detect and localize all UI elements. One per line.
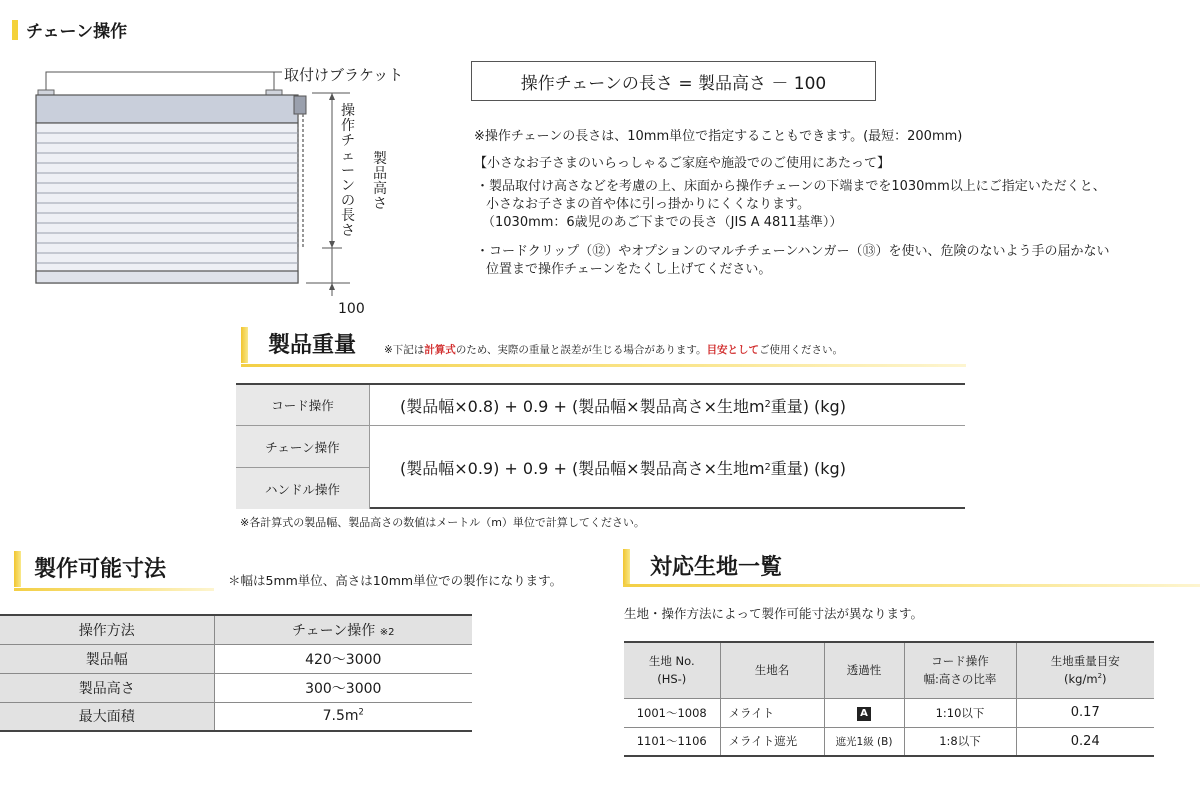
fabric-note: 生地・操作方法によって製作可能寸法が異なります。 [624, 606, 924, 621]
safety-bullet-1: ・製品取付け高さなどを考慮の上、床面から操作チェーンの下端までを1030mm以上にご指定いただくと、 小さなお子さまの首や体に引っ掛かりにくくなります。 （1030mm：6歳児のあご下までの長さ（JIS A 4811基準）） [476, 179, 1106, 230]
weight-note: ※下記は計算式のため、実際の重量と誤差が生じる場合があります。目安としてご使用ください。 [384, 344, 844, 356]
formula-cord: (製品幅×0.8) + 0.9 + (製品幅×製品高さ×生地m 2 重量) (kg) [370, 385, 965, 426]
child-safety-heading: 【小さなお子さまのいらっしゃるご家庭や施設でのご使用にあたって】 [474, 156, 891, 171]
size-table [0, 614, 472, 732]
dim-100-arrow [329, 283, 335, 290]
weight-heading-underline [241, 364, 966, 367]
bracket-label: 取付けブラケット [284, 66, 404, 84]
row-label-chain: チェーン操作 [236, 426, 370, 468]
table-row [0, 615, 472, 644]
size-heading-underline [14, 588, 214, 591]
table-row: 最大面積 $7.5m^2$ [0, 702, 472, 731]
fabric-header-transmission: 透過性 [824, 642, 904, 698]
table-row: 1001～1008 メライト A 1:10以下 0.17 [624, 698, 1154, 727]
row-label-cord: コード操作 [236, 385, 370, 426]
table-row: 製品高さ 300～3000 [0, 673, 472, 702]
chain-pulley [294, 96, 306, 114]
chain-length-formula: 操作チェーンの長さ = 製品高さ － 100 [471, 61, 876, 101]
size-note: ＊幅は5mm単位、高さは10mm単位での製作になります。 [228, 573, 563, 588]
chain-length-label: 操作チェーンの長さ [341, 103, 355, 239]
fabric-table [624, 641, 1154, 757]
row-label-handle: ハンドル操作 [236, 468, 370, 509]
weight-heading-marker [241, 327, 248, 363]
fabric-header-no: 生地 No. (HS-) [624, 642, 720, 698]
size-header-method: 操作方法 [0, 615, 214, 644]
transmission-badge-a: A [857, 707, 871, 721]
fabric-header-weight: 生地重量目安 $(kg/m^2)$ [1016, 642, 1154, 698]
size-heading-marker [14, 551, 21, 587]
fabric-heading-marker [623, 549, 630, 585]
blind-diagram [30, 60, 350, 320]
fabric-header-name: 生地名 [720, 642, 824, 698]
bracket-callout-line [46, 72, 282, 92]
fabric-title: 対応生地一覧 [650, 555, 783, 580]
head-rail [36, 95, 298, 123]
size-header-chain: チェーン操作 ※2 [214, 615, 472, 644]
weight-formula-table [236, 383, 965, 509]
chain-dim-arrow-top [329, 93, 335, 100]
bottom-rail [36, 271, 298, 283]
size-title: 製作可能寸法 [34, 557, 167, 582]
product-height-label: 製品高さ [373, 151, 387, 212]
heading-marker [12, 20, 18, 40]
safety-bullet-2: ・コードクリップ（⑫）やオプションのマルチチェーンハンガー（⑬）を使い、危険のないよう手の届かない 位置まで操作チェーンをたくし上げてください。 [476, 244, 1110, 277]
fabric-heading-underline [623, 584, 1200, 587]
formula-chain-handle: (製品幅×0.9) + 0.9 + (製品幅×製品高さ×生地m 2 重量) (kg) [400, 459, 846, 478]
table-row: 1101～1106 メライト遮光 遮光1級 (B) 1:8以下 0.24 [624, 727, 1154, 756]
weight-title: 製品重量 [268, 333, 357, 358]
dimension-100-label: 100 [338, 301, 365, 317]
chain-dim-arrow-bottom [329, 241, 335, 248]
table-row: 製品幅 420～3000 [0, 644, 472, 673]
table-row [624, 642, 1154, 698]
chain-operation-title: チェーン操作 [26, 22, 128, 42]
chain-unit-note: ※操作チェーンの長さは、10mm単位で指定することもできます。(最短：200mm) [474, 129, 963, 144]
weight-footnote: ※各計算式の製品幅、製品高さの数値はメートル（m）単位で計算してください。 [240, 516, 645, 529]
fabric-header-ratio: コード操作 幅:高さの比率 [904, 642, 1016, 698]
